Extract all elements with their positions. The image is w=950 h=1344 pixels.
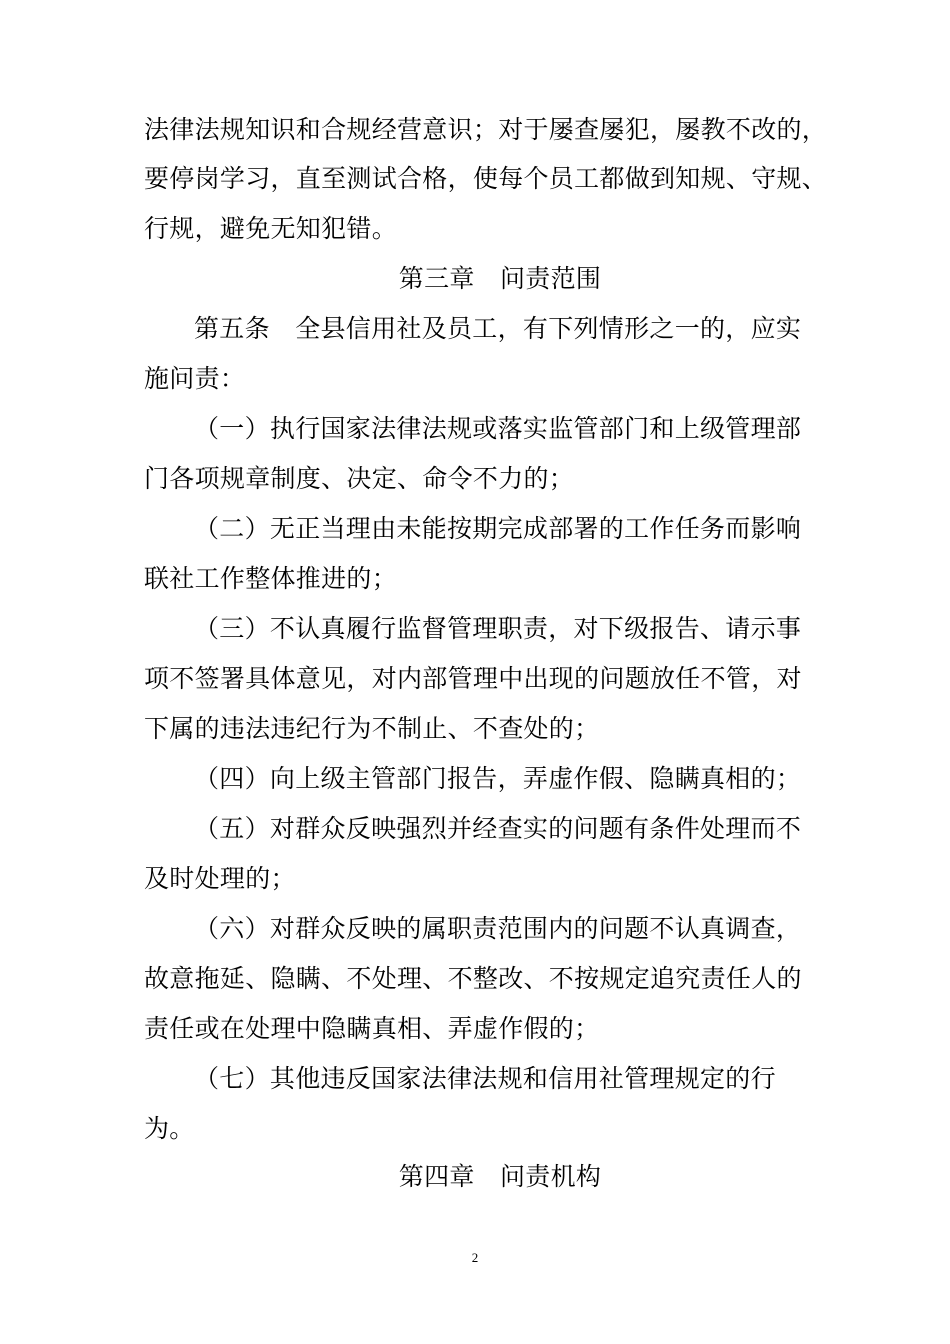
paragraph-line: 项不签署具体意见，对内部管理中出现的问题放任不管，对	[144, 664, 802, 693]
paragraph-line: 下属的违法违纪行为不制止、不查处的；	[144, 714, 600, 743]
list-item-line: （三）不认真履行监督管理职责，对下级报告、请示事	[194, 614, 802, 643]
chapter-heading: 第三章 问责范围	[398, 264, 602, 293]
paragraph-line: 门各项规章制度、决定、命令不力的；	[144, 464, 575, 493]
paragraph-line: 为。	[144, 1114, 195, 1143]
paragraph-line: 行规，避免无知犯错。	[144, 214, 398, 243]
list-item-line: （六）对群众反映的属职责范围内的问题不认真调查，	[194, 914, 802, 943]
paragraph-line: 及时处理的；	[144, 864, 296, 893]
paragraph-line: 联社工作整体推进的；	[144, 564, 398, 593]
paragraph-line: 施问责：	[144, 364, 246, 393]
article-line: 第五条 全县信用社及员工，有下列情形之一的，应实	[194, 314, 802, 343]
list-item-line: （四）向上级主管部门报告，弄虚作假、隐瞒真相的；	[194, 764, 802, 793]
paragraph-line: 故意拖延、隐瞒、不处理、不整改、不按规定追究责任人的	[144, 964, 802, 993]
paragraph-line: 要停岗学习，直至测试合格，使每个员工都做到知规、守规、	[144, 164, 828, 193]
list-item-line: （二）无正当理由未能按期完成部署的工作任务而影响	[194, 514, 802, 543]
paragraph-line: 法律法规知识和合规经营意识；对于屡查屡犯，屡教不改的，	[144, 115, 828, 144]
list-item-line: （一）执行国家法律法规或落实监管部门和上级管理部	[194, 414, 802, 443]
list-item-line: （五）对群众反映强烈并经查实的问题有条件处理而不	[194, 814, 802, 843]
page-number: 2	[471, 1250, 479, 1265]
chapter-heading: 第四章 问责机构	[398, 1162, 602, 1191]
list-item-line: （七）其他违反国家法律法规和信用社管理规定的行	[194, 1064, 776, 1093]
paragraph-line: 责任或在处理中隐瞒真相、弄虚作假的；	[144, 1014, 600, 1043]
